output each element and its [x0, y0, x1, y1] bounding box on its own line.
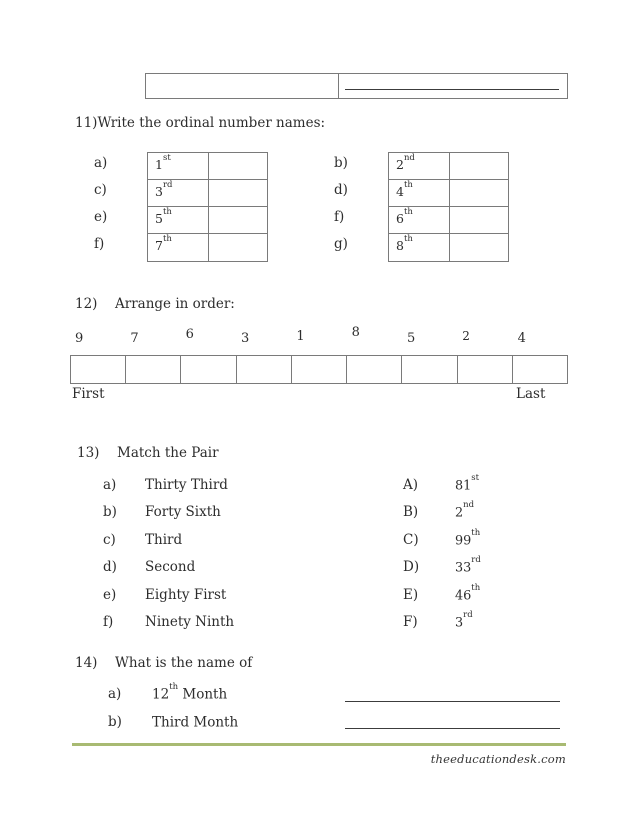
sequence-number: 5 — [406, 331, 416, 346]
ordering-boxes — [70, 355, 568, 384]
answer-box — [71, 356, 126, 383]
ordinal-number: 5 — [155, 211, 163, 227]
table-row — [148, 234, 267, 261]
ordinal-cell — [389, 207, 450, 233]
ordinal-cell — [148, 153, 209, 179]
ordinal-number: 3 — [155, 184, 163, 200]
ordinal-cell — [148, 207, 209, 233]
answer-line — [345, 89, 559, 90]
item-label: f) — [94, 236, 105, 252]
ordinal-number: 1 — [155, 157, 163, 173]
answer-cell — [450, 180, 508, 206]
ordinal-table-left — [147, 152, 268, 262]
match-row — [103, 555, 568, 586]
item-label: c) — [94, 182, 107, 198]
item-label: a) — [94, 155, 108, 171]
match-row — [103, 609, 568, 641]
match-the-pair-list — [103, 473, 568, 641]
header-table — [145, 73, 568, 99]
ordinal-cell — [148, 234, 209, 261]
question-13-heading — [77, 445, 219, 461]
table-row — [148, 153, 267, 180]
table-row — [148, 180, 267, 207]
item-label: e) — [103, 586, 117, 603]
ordinal-value — [455, 527, 481, 549]
item-label: B) — [403, 504, 419, 521]
answer-box — [458, 356, 513, 383]
item-label: c) — [103, 531, 116, 548]
question-14-items — [108, 682, 568, 741]
table-row — [389, 207, 508, 234]
item-label: e) — [94, 209, 108, 225]
ordinal-suffix: th — [471, 582, 481, 593]
site-name: theeducationdesk.com — [430, 752, 566, 766]
table-row — [389, 153, 508, 180]
ordinal-name: Third — [145, 531, 183, 548]
table-row — [389, 180, 508, 207]
answer-box — [347, 356, 402, 383]
question-12-number: 12) — [75, 296, 98, 312]
sequence-number: 6 — [185, 327, 194, 342]
ordinal-suffix: th — [403, 180, 413, 190]
ordinal-number: Third — [152, 714, 190, 730]
item-label: d) — [103, 559, 117, 576]
answer-cell — [209, 180, 267, 206]
ordinal-cell — [389, 153, 450, 179]
ordinal-name: Second — [145, 559, 196, 576]
ordinal-suffix: th — [471, 527, 481, 538]
question-13-title: Match the Pair — [117, 445, 219, 461]
ordinal-suffix: th — [403, 234, 413, 244]
ordinal-suffix: th — [403, 207, 413, 217]
item-text-rest: Month — [189, 714, 239, 730]
sequence-number: 4 — [517, 331, 526, 346]
ordinal-number: 12 — [152, 686, 170, 703]
ordinal-suffix: nd — [403, 153, 415, 163]
header-table-answer-cell — [339, 74, 567, 98]
table-row — [389, 234, 508, 261]
ordinal-number: 81 — [455, 478, 472, 494]
item-text — [152, 682, 228, 703]
item-text-rest: Month — [178, 686, 228, 703]
item-label: F) — [403, 613, 418, 630]
match-row — [103, 582, 568, 614]
question-12-heading — [75, 296, 235, 312]
sequence-number: 2 — [462, 329, 470, 343]
ordinal-name: Eighty First — [145, 586, 227, 603]
sequence-number: 7 — [130, 331, 139, 346]
match-row — [103, 527, 568, 559]
answer-box — [181, 356, 236, 383]
answer-box — [292, 356, 347, 383]
ordinal-cell — [389, 234, 450, 261]
ordinal-number: 33 — [455, 560, 472, 576]
question-11-number: 11) — [75, 115, 98, 131]
item-label: f) — [103, 613, 114, 630]
q11-left-labels — [94, 152, 107, 260]
ordinal-cell — [148, 180, 209, 206]
footer-divider — [72, 743, 566, 746]
ordinal-suffix: nd — [463, 500, 475, 511]
ordinal-number: 2 — [455, 505, 464, 521]
item-label: a) — [108, 686, 122, 702]
q11-right-labels — [334, 152, 348, 260]
question-11-title: Write the ordinal number names: — [97, 115, 326, 131]
item-label: D) — [403, 559, 420, 576]
ordinal-name: Forty Sixth — [145, 504, 221, 521]
item-text — [152, 714, 238, 731]
item-label: b) — [103, 504, 117, 521]
question-12-title: Arrange in order: — [115, 296, 235, 312]
ordinal-suffix: th — [162, 234, 172, 244]
match-row — [103, 473, 568, 504]
ordinal-number: 2 — [396, 157, 404, 173]
ordinal-suffix: st — [471, 473, 480, 483]
ordinal-value — [455, 500, 475, 521]
answer-line — [345, 728, 560, 729]
sequence-number: 9 — [75, 331, 84, 346]
item-label: g) — [334, 236, 348, 252]
item-label: f) — [334, 209, 345, 225]
match-row — [103, 500, 568, 531]
item-label: E) — [403, 586, 419, 603]
last-label: Last — [516, 386, 546, 402]
ordinal-value — [455, 555, 481, 576]
answer-cell — [209, 207, 267, 233]
answer-box — [402, 356, 457, 383]
item-label: a) — [103, 477, 117, 493]
ordinal-suffix: th — [169, 682, 179, 692]
ordinal-suffix: rd — [471, 555, 481, 566]
ordinal-cell — [389, 180, 450, 206]
answer-box — [126, 356, 181, 383]
question-14-title: What is the name of — [115, 655, 253, 671]
item-label: A) — [403, 477, 419, 493]
ordinal-number: 3 — [455, 615, 464, 631]
sequence-numbers — [70, 325, 568, 346]
ordinal-value — [455, 609, 473, 631]
item-label: b) — [334, 155, 348, 171]
ordinal-table-right — [388, 152, 509, 262]
answer-cell — [450, 207, 508, 233]
ordinal-value — [455, 582, 481, 603]
answer-cell — [209, 234, 267, 261]
ordinal-suffix: th — [162, 207, 172, 217]
ordinal-suffix: rd — [463, 609, 473, 620]
ordinal-number: 46 — [455, 587, 472, 603]
answer-cell — [450, 153, 508, 179]
item-label: d) — [334, 182, 348, 198]
question-11-heading — [75, 115, 325, 131]
answer-box — [513, 356, 567, 383]
table-row — [148, 207, 267, 234]
sequence-number: 1 — [296, 329, 305, 344]
ordinal-suffix: rd — [162, 180, 173, 190]
ordinal-value — [455, 473, 480, 494]
answer-box — [237, 356, 292, 383]
ordinal-number: 99 — [455, 533, 472, 549]
question-14-number: 14) — [75, 655, 98, 671]
ordinal-name: Ninety Ninth — [145, 613, 235, 630]
answer-cell — [450, 234, 508, 261]
sequence-number: 3 — [240, 331, 250, 346]
ordinal-number: 8 — [396, 238, 404, 254]
question-13-number: 13) — [77, 445, 100, 461]
question-14-heading — [75, 655, 252, 671]
item-label: C) — [403, 531, 419, 548]
ordinal-suffix: st — [162, 153, 171, 163]
header-table-blank-cell — [146, 74, 339, 98]
first-label: First — [72, 386, 105, 402]
ordinal-number: 6 — [396, 211, 404, 227]
answer-cell — [209, 153, 267, 179]
answer-line — [345, 701, 560, 702]
ordinal-name: Thirty Third — [145, 477, 228, 493]
list-item — [108, 682, 568, 714]
sequence-number: 8 — [351, 325, 360, 340]
item-label: b) — [108, 713, 122, 730]
ordinal-number: 4 — [396, 184, 404, 200]
ordinal-number: 7 — [155, 238, 163, 254]
